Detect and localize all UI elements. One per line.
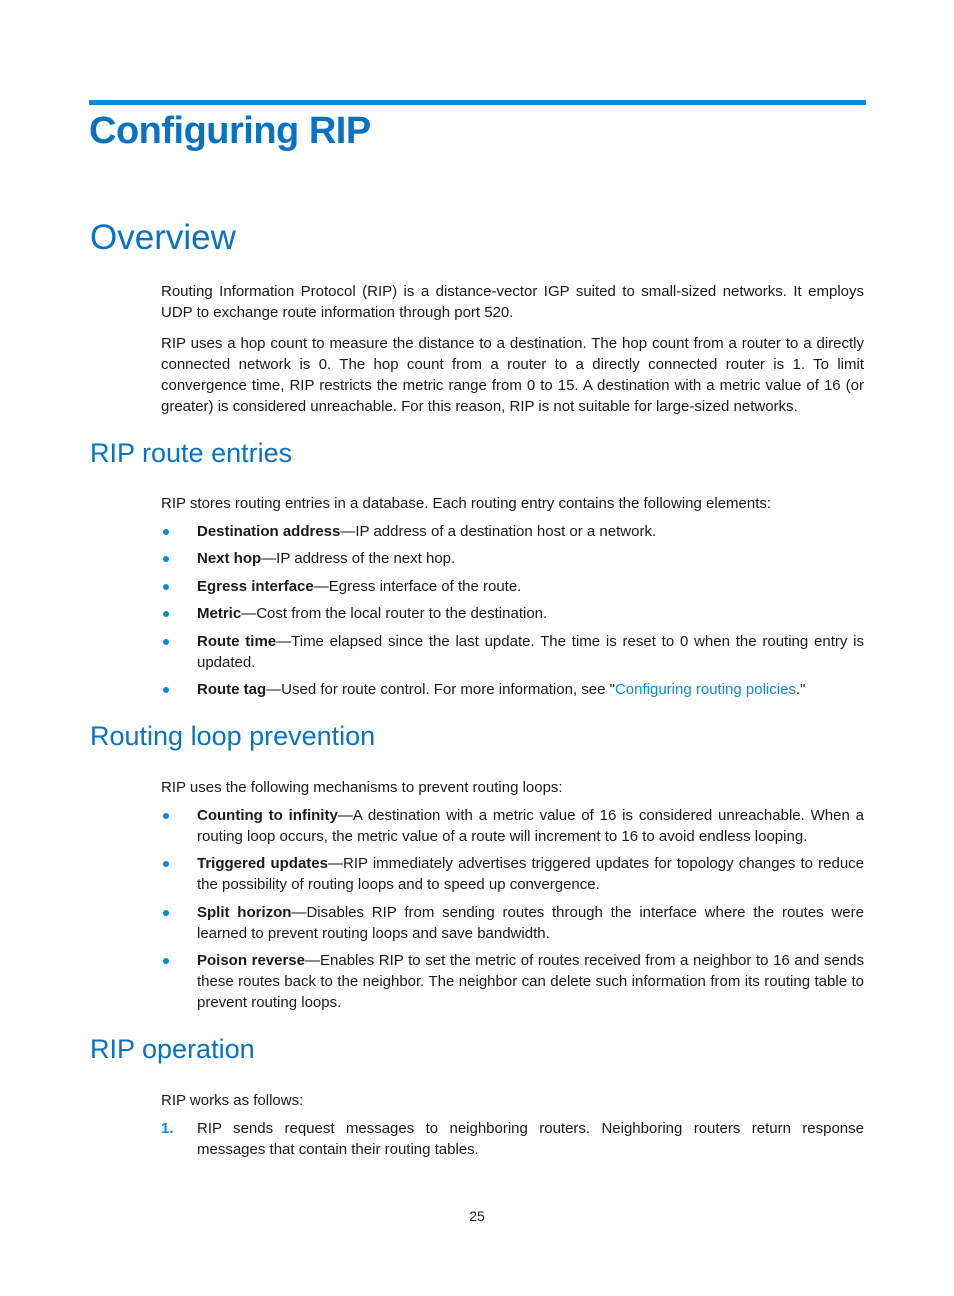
list-item-term: Next hop (197, 550, 262, 567)
operation-intro: RIP works as follows: (161, 1092, 304, 1109)
bullet-icon (163, 611, 169, 617)
list-item (197, 853, 864, 895)
list-item (197, 548, 864, 569)
bullet-icon (163, 529, 169, 535)
list-item-term: Counting to infinity (197, 807, 338, 824)
list-item-text: —Cost from the local router to the destination. (241, 605, 548, 622)
bullet-icon (163, 861, 169, 867)
list-item (197, 679, 864, 700)
list-item-text: —IP address of a destination host or a network. (340, 523, 657, 540)
list-item-text-after: ." (795, 681, 806, 698)
list-item-text: —IP address of the next hop. (261, 550, 456, 567)
list-item (197, 902, 864, 944)
list-item-text: —RIP immediately advertises triggered updates for topology changes to reduce the possibility of routing loops and to speed up convergence. (197, 855, 865, 893)
list-item-text: —Enables RIP to set the metric of routes received from a neighbor to 16 and sends these routes back to the neighbor. The neighbor can delete such information from its routing table to prevent routing loops. (197, 952, 864, 1011)
route-entries-heading: RIP route entries (90, 438, 293, 468)
list-item-text: —A destination with a metric value of 16 is considered unreachable. When a routing loop occurs, the metric value of a route will increment to 16 to avoid endless looping. (197, 807, 864, 845)
bullet-icon (163, 556, 169, 562)
overview-paragraph-2: RIP uses a hop count to measure the distance to a destination. The hop count from a router to a directly connected network is 0. The hop count from a router to a directly connected router is 1. To limit convergence time, RIP restricts the metric range from 0 to 15. A destination with a metric value of 16 (or greater) is considered unreachable. For this reason, RIP is not suitable for large-sized networks. (161, 335, 864, 415)
list-item (197, 631, 864, 673)
bullet-icon (163, 584, 169, 590)
loop-prevention-heading: Routing loop prevention (90, 721, 376, 751)
bullet-icon (163, 958, 169, 964)
list-item (197, 603, 864, 624)
list-item (197, 521, 864, 542)
list-item (197, 805, 864, 847)
chapter-title: Configuring RIP (89, 110, 371, 152)
operation-heading: RIP operation (90, 1034, 255, 1064)
bullet-icon (163, 687, 169, 693)
loop-prevention-intro: RIP uses the following mechanisms to prevent routing loops: (161, 779, 563, 796)
list-item-term: Route time (197, 633, 277, 650)
list-item-term: Poison reverse (197, 952, 305, 969)
list-item-text: —Time elapsed since the last update. The time is reset to 0 when the routing entry is updated. (197, 633, 864, 671)
routing-policies-link[interactable]: Configuring routing policies (614, 681, 796, 698)
list-item (197, 576, 864, 597)
list-item-term: Destination address (197, 523, 341, 540)
route-entries-intro: RIP stores routing entries in a database. Each routing entry contains the following elements: (161, 495, 772, 512)
list-item-term: Triggered updates (197, 855, 328, 872)
chapter-top-rule (89, 100, 866, 105)
page-number: 25 (469, 1208, 485, 1224)
list-item-text: —Used for route control. For more information, see " (266, 681, 615, 698)
bullet-icon (163, 639, 169, 645)
step-number: 1. (161, 1120, 174, 1137)
list-item (197, 950, 864, 1013)
list-item-term: Split horizon (197, 904, 292, 921)
overview-heading: Overview (90, 218, 236, 257)
overview-paragraph-1: Routing Information Protocol (RIP) is a distance-vector IGP suited to small-sized networks. It employs UDP to exchange route information through port 520. (161, 283, 864, 321)
step-text: RIP sends request messages to neighboring routers. Neighboring routers return response messages that contain their routing tables. (197, 1120, 864, 1158)
bullet-icon (163, 813, 169, 819)
list-item-term: Metric (197, 605, 242, 622)
bullet-icon (163, 910, 169, 916)
list-item-term: Egress interface (197, 578, 314, 595)
list-item-text: —Egress interface of the route. (313, 578, 522, 595)
list-item-text: —Disables RIP from sending routes through the interface where the routes were learned to prevent routing loops and save bandwidth. (197, 904, 865, 942)
list-item-term: Route tag (197, 681, 267, 698)
